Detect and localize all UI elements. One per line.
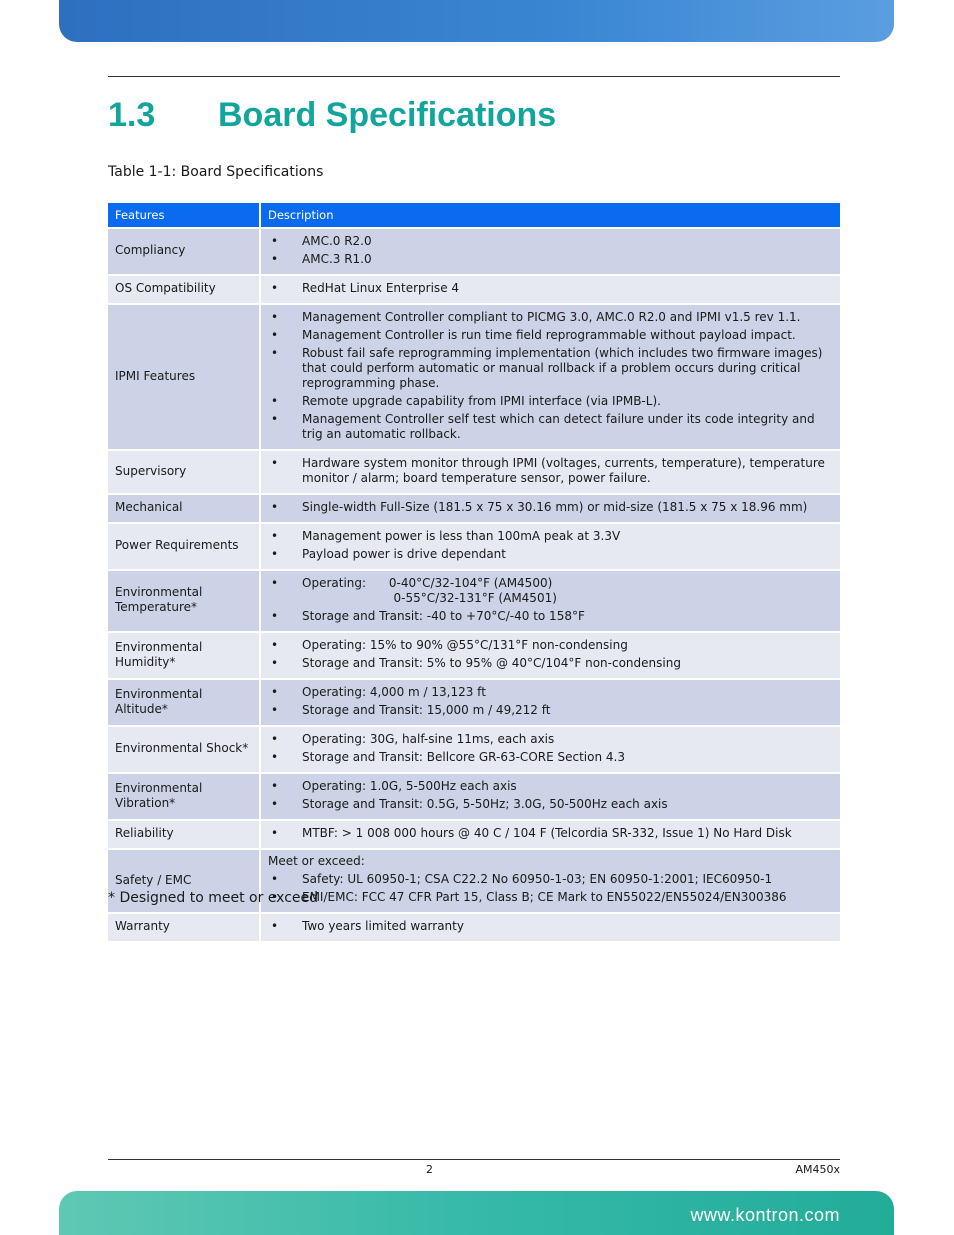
bullet-item: • Payload power is drive dependant <box>268 547 833 562</box>
bullet-list <box>268 826 833 841</box>
bullet-item: • Operating: 1.0G, 5-500Hz each axis <box>268 779 833 794</box>
document-id: AM450x <box>795 1163 840 1176</box>
description-cell <box>261 276 840 303</box>
table-row <box>108 305 840 449</box>
bullet-item: • Management Controller compliant to PICMG 3.0, AMC.0 R2.0 and IPMI v1.5 rev 1.1. <box>268 310 833 325</box>
description-cell <box>261 727 840 772</box>
table-body <box>108 229 840 941</box>
bullet-list <box>268 779 833 812</box>
description-cell <box>261 305 840 449</box>
bullet-list <box>268 234 833 267</box>
table-row <box>108 914 840 941</box>
bullet-item: • Storage and Transit: 5% to 95% @ 40°C/104°F non-condensing <box>268 656 833 671</box>
description-cell <box>261 850 840 912</box>
bullet-item: • Single-width Full-Size (181.5 x 75 x 30.16 mm) or mid-size (181.5 x 75 x 18.96 mm) <box>268 500 833 515</box>
description-cell <box>261 680 840 725</box>
feature-cell: IPMI Features <box>108 305 261 449</box>
bullet-list <box>268 529 833 562</box>
bullet-item: • Storage and Transit: -40 to +70°C/-40 to 158°F <box>268 609 833 624</box>
bullet-item: • Hardware system monitor through IPMI (voltages, currents, temperature), temperature monitor / alarm; board temperature sensor, power failure. <box>268 456 833 486</box>
feature-cell: Mechanical <box>108 495 261 522</box>
feature-cell: Environmental Shock* <box>108 727 261 772</box>
bullet-item: • Operating: 0-40°C/32-104°F (AM4500) 0-55°C/32-131°F (AM4501) <box>268 576 833 606</box>
bottom-divider <box>108 1159 840 1160</box>
bullet-list <box>268 500 833 515</box>
table-row <box>108 276 840 303</box>
bullet-list <box>268 310 833 442</box>
specs-table <box>108 201 840 943</box>
bullet-item: • Safety: UL 60950-1; CSA C22.2 No 60950-1-03; EN 60950-1:2001; IEC60950-1 <box>268 872 833 887</box>
top-divider <box>108 76 840 77</box>
footer-band <box>59 1191 894 1235</box>
description-intro: Meet or exceed: <box>268 854 365 868</box>
bullet-item: • Remote upgrade capability from IPMI interface (via IPMB-L). <box>268 394 833 409</box>
bullet-item: • Robust fail safe reprogramming implementation (which includes two firmware images) that could perform automatic or manual rollback if a problem occurs during critical reprogramming phase. <box>268 346 833 391</box>
description-cell <box>261 571 840 631</box>
bullet-item: • Operating: 30G, half-sine 11ms, each axis <box>268 732 833 747</box>
table-row <box>108 774 840 819</box>
feature-cell: Power Requirements <box>108 524 261 569</box>
website-link[interactable]: www.kontron.com <box>690 1205 840 1225</box>
description-cell <box>261 914 840 941</box>
section-heading <box>108 96 556 142</box>
feature-cell: Environmental Vibration* <box>108 774 261 819</box>
bullet-list <box>268 919 833 934</box>
table-row <box>108 229 840 274</box>
bullet-list <box>268 872 833 905</box>
feature-cell: Supervisory <box>108 451 261 493</box>
bullet-list <box>268 685 833 718</box>
section-number: 1.3 <box>108 96 156 134</box>
bullet-item: • Operating: 4,000 m / 13,123 ft <box>268 685 833 700</box>
bullet-item: • Storage and Transit: Bellcore GR-63-CORE Section 4.3 <box>268 750 833 765</box>
bullet-item: • RedHat Linux Enterprise 4 <box>268 281 833 296</box>
bullet-list <box>268 281 833 296</box>
feature-cell: OS Compatibility <box>108 276 261 303</box>
bullet-item: • Operating: 15% to 90% @55°C/131°F non-condensing <box>268 638 833 653</box>
description-cell <box>261 495 840 522</box>
bullet-item: • Management power is less than 100mA peak at 3.3V <box>268 529 833 544</box>
bullet-item: • MTBF: > 1 008 000 hours @ 40 C / 104 F (Telcordia SR-332, Issue 1) No Hard Disk <box>268 826 833 841</box>
table-row <box>108 727 840 772</box>
page-number: 2 <box>426 1163 433 1176</box>
table-row <box>108 451 840 493</box>
table-row <box>108 495 840 522</box>
table-caption: Table 1-1: Board Specifications <box>108 164 324 180</box>
description-cell <box>261 821 840 848</box>
section-title: Board Specifications <box>218 96 557 134</box>
table-row <box>108 680 840 725</box>
feature-cell: Environmental Temperature* <box>108 571 261 631</box>
bullet-item: • Storage and Transit: 15,000 m / 49,212 ft <box>268 703 833 718</box>
bullet-list <box>268 456 833 486</box>
bullet-list <box>268 576 833 624</box>
feature-cell: Safety / EMC <box>108 850 261 912</box>
header-band <box>59 0 894 42</box>
bullet-item: • Management Controller self test which can detect failure under its code integrity and trig an automatic rollback. <box>268 412 833 442</box>
bullet-list <box>268 638 833 671</box>
bullet-item: • Management Controller is run time field reprogrammable without payload impact. <box>268 328 833 343</box>
bullet-item: • Two years limited warranty <box>268 919 833 934</box>
bullet-item: • AMC.0 R2.0 <box>268 234 833 249</box>
description-cell <box>261 774 840 819</box>
bullet-item: • Storage and Transit: 0.5G, 5-50Hz; 3.0G, 50-500Hz each axis <box>268 797 833 812</box>
feature-cell: Compliancy <box>108 229 261 274</box>
description-cell <box>261 633 840 678</box>
description-cell <box>261 451 840 493</box>
feature-cell: Environmental Altitude* <box>108 680 261 725</box>
footnote: * Designed to meet or exceed <box>108 890 319 906</box>
table-row <box>108 571 840 631</box>
description-cell <box>261 524 840 569</box>
bullet-item: • AMC.3 R1.0 <box>268 252 833 267</box>
description-cell <box>261 229 840 274</box>
feature-cell: Reliability <box>108 821 261 848</box>
column-header-features: Features <box>108 203 261 227</box>
table-row <box>108 821 840 848</box>
column-header-description: Description <box>261 203 840 227</box>
bullet-item: • EMI/EMC: FCC 47 CFR Part 15, Class B; CE Mark to EN55022/EN55024/EN300386 <box>268 890 833 905</box>
table-row <box>108 524 840 569</box>
bullet-list <box>268 732 833 765</box>
table-row <box>108 633 840 678</box>
table-header-row <box>108 203 840 227</box>
feature-cell: Environmental Humidity* <box>108 633 261 678</box>
feature-cell: Warranty <box>108 914 261 941</box>
